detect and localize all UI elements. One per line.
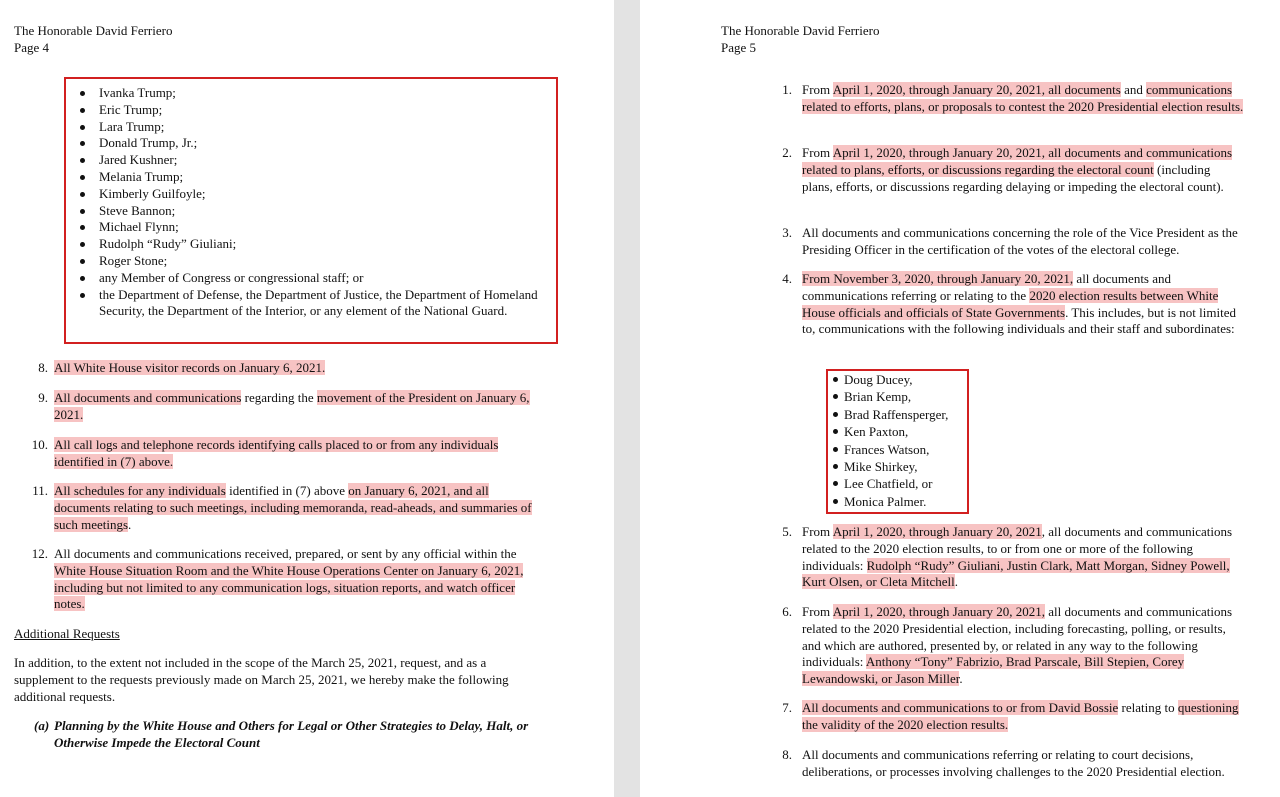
- text-span: .: [128, 516, 132, 532]
- text-span: From: [802, 604, 833, 619]
- highlighted-text: Anthony “Tony” Fabrizio, Brad Parscale, Bill Stepien, Corey Lewandowski, or Jason Miller: [802, 654, 1185, 687]
- list-item: Michael Flynn;: [72, 219, 540, 236]
- list-item: Ivanka Trump;: [72, 85, 540, 102]
- subsection-label: (a): [34, 718, 50, 733]
- text-span: regarding the: [241, 390, 317, 405]
- highlight-box-state-officials: [826, 369, 969, 514]
- item-text: [54, 546, 536, 613]
- text-span: . This includes, but is not limited to, communications with the following individuals and their staff and subordinates:: [802, 304, 1237, 337]
- page-5: [640, 0, 1280, 797]
- list-item: Jared Kushner;: [72, 152, 540, 169]
- highlighted-text: White House Situation Room and the White House Operations Center on January 6, 2021, including but not limited to any communication logs, situation reports, and watch officer notes.: [54, 562, 524, 612]
- highlighted-text: on January 6, 2021, and all documents relating to such meetings, including memoranda, read-aheads, and summaries of such meetings: [54, 483, 532, 532]
- item-text: [802, 604, 1244, 688]
- text-span: From: [802, 145, 833, 160]
- highlighted-text: questioning the validity of the 2020 election results.: [802, 700, 1239, 732]
- item-text: [802, 82, 1244, 116]
- item-number: 8.: [38, 360, 48, 375]
- text-span: .: [959, 671, 963, 687]
- item-number: 12.: [31, 546, 48, 561]
- item-number: 7.: [782, 700, 792, 715]
- text-span: (including plans, efforts, or discussions regarding delaying or impeding the electoral count).: [802, 161, 1224, 194]
- item-number: 1.: [782, 82, 792, 97]
- additional-requests-heading: Additional Requests: [14, 626, 120, 641]
- item-number: 4.: [782, 271, 792, 286]
- highlighted-text: All schedules for any individuals: [54, 483, 226, 498]
- list-item: Mike Shirkey,: [830, 458, 967, 475]
- text-span: All documents and communications concerning the role of the Vice President as the Presiding Officer in the certification of the votes of the electoral college.: [802, 225, 1238, 257]
- highlighted-text: All documents and communications to or from David Bossie: [802, 700, 1119, 715]
- list-item: Donald Trump, Jr.;: [72, 135, 540, 152]
- highlighted-text: All White House visitor records on January 6, 2021.: [54, 360, 326, 375]
- text-span: relating to: [1118, 700, 1178, 715]
- page-4: [0, 0, 614, 797]
- highlighted-text: April 1, 2020, through January 20, 2021,: [832, 604, 1046, 619]
- item-number: 2.: [782, 145, 792, 160]
- highlighted-text: April 1, 2020, through January 20, 2021, all documents and communications related to plans, efforts, or discussions regarding the electoral count: [802, 145, 1233, 177]
- list-item: any Member of Congress or congressional staff; or: [72, 270, 540, 287]
- item-number: 3.: [782, 225, 792, 240]
- list-item: Lee Chatfield, or: [830, 475, 967, 492]
- item-number: 6.: [782, 604, 792, 619]
- item-text: [54, 390, 536, 424]
- individuals-list: [72, 85, 540, 320]
- item-text: [54, 360, 536, 377]
- text-span: all documents and communications referring or relating to the: [802, 271, 1172, 303]
- list-item: Lara Trump;: [72, 119, 540, 136]
- list-item: Steve Bannon;: [72, 203, 540, 220]
- item-number: 10.: [31, 437, 48, 452]
- header-page-number: Page 4: [14, 39, 50, 55]
- list-item: Eric Trump;: [72, 102, 540, 119]
- highlighted-text: All call logs and telephone records identifying calls placed to or from any individuals identified in (7) above.: [54, 437, 499, 469]
- item-text: [802, 747, 1244, 781]
- list-item: Monica Palmer.: [830, 493, 967, 510]
- item-text: [802, 225, 1244, 259]
- highlighted-text: 2020 election results between White House officials and officials of State Governments: [802, 287, 1219, 320]
- highlighted-text: From November 3, 2020, through January 20, 2021,: [802, 271, 1074, 286]
- list-item: Brian Kemp,: [830, 388, 967, 405]
- text-span: , all documents and communications related to the 2020 election results, to or from one or more of the following individuals:: [802, 524, 1233, 573]
- list-item: Roger Stone;: [72, 253, 540, 270]
- highlighted-text: communications related to efforts, plans, or proposals to contest the 2020 Presidential election results.: [802, 82, 1244, 114]
- item-text: [802, 271, 1244, 338]
- header-recipient: The Honorable David Ferriero: [721, 23, 880, 38]
- list-item: the Department of Defense, the Department of Justice, the Department of Homeland Security, the Department of the Interior, or any element of the National Guard.: [72, 287, 540, 321]
- text-span: identified in (7) above: [225, 483, 349, 498]
- header-page-number: Page 5: [721, 39, 757, 55]
- highlighted-text: April 1, 2020, through January 20, 2021: [832, 524, 1042, 539]
- item-number: 11.: [32, 483, 48, 498]
- additional-requests-paragraph: In addition, to the extent not included in the scope of the March 25, 2021, request, and as a supplement to the requests previously made on March 25, 2021, we hereby make the following additional requests.: [14, 655, 509, 704]
- text-span: All documents and communications referring or relating to court decisions, deliberations, or processes involving challenges to the 2020 Presidential election.: [802, 747, 1225, 779]
- list-item: Frances Watson,: [830, 441, 967, 458]
- list-item: Rudolph “Rudy” Giuliani;: [72, 236, 540, 253]
- item-number: 8.: [782, 747, 792, 762]
- list-item: Melania Trump;: [72, 169, 540, 186]
- item-text: [802, 145, 1244, 195]
- highlighted-text: movement of the President on January 6, 2021.: [54, 390, 530, 422]
- header-recipient: The Honorable David Ferriero: [14, 23, 173, 38]
- page-header: [721, 23, 879, 57]
- item-text: [802, 700, 1244, 734]
- highlight-box-individuals: [64, 77, 558, 344]
- text-span: All documents and communications received, prepared, or sent by any official within the: [54, 546, 517, 561]
- text-span: From: [802, 82, 833, 97]
- subsection-title: Planning by the White House and Others for Legal or Other Strategies to Delay, Halt, or Otherwise Impede the Electoral Count: [54, 718, 529, 750]
- list-item: Brad Raffensperger,: [830, 406, 967, 423]
- item-text: [802, 524, 1244, 591]
- item-text: [54, 483, 536, 533]
- text-span: and: [1120, 82, 1147, 97]
- list-item: Ken Paxton,: [830, 423, 967, 440]
- highlighted-text: All documents and communications: [54, 390, 242, 405]
- text-span: all documents and communications related to the 2020 Presidential election, including forecasting, polling, or results, and which are authored, presented by, or related in any way to the following individuals:: [802, 604, 1233, 670]
- item-number: 9.: [38, 390, 48, 405]
- text-span: From: [802, 524, 833, 539]
- item-number: 5.: [782, 524, 792, 539]
- text-span: .: [954, 574, 958, 590]
- highlighted-text: Rudolph “Rudy” Giuliani, Justin Clark, Matt Morgan, Sidney Powell, Kurt Olsen, or Cleta Mitchell: [802, 557, 1230, 590]
- highlighted-text: April 1, 2020, through January 20, 2021, all documents: [832, 82, 1121, 97]
- list-item: Kimberly Guilfoyle;: [72, 186, 540, 203]
- item-text: [54, 437, 536, 471]
- page-header: [14, 23, 172, 57]
- list-item: Doug Ducey,: [830, 371, 967, 388]
- state-officials-list: [830, 371, 967, 510]
